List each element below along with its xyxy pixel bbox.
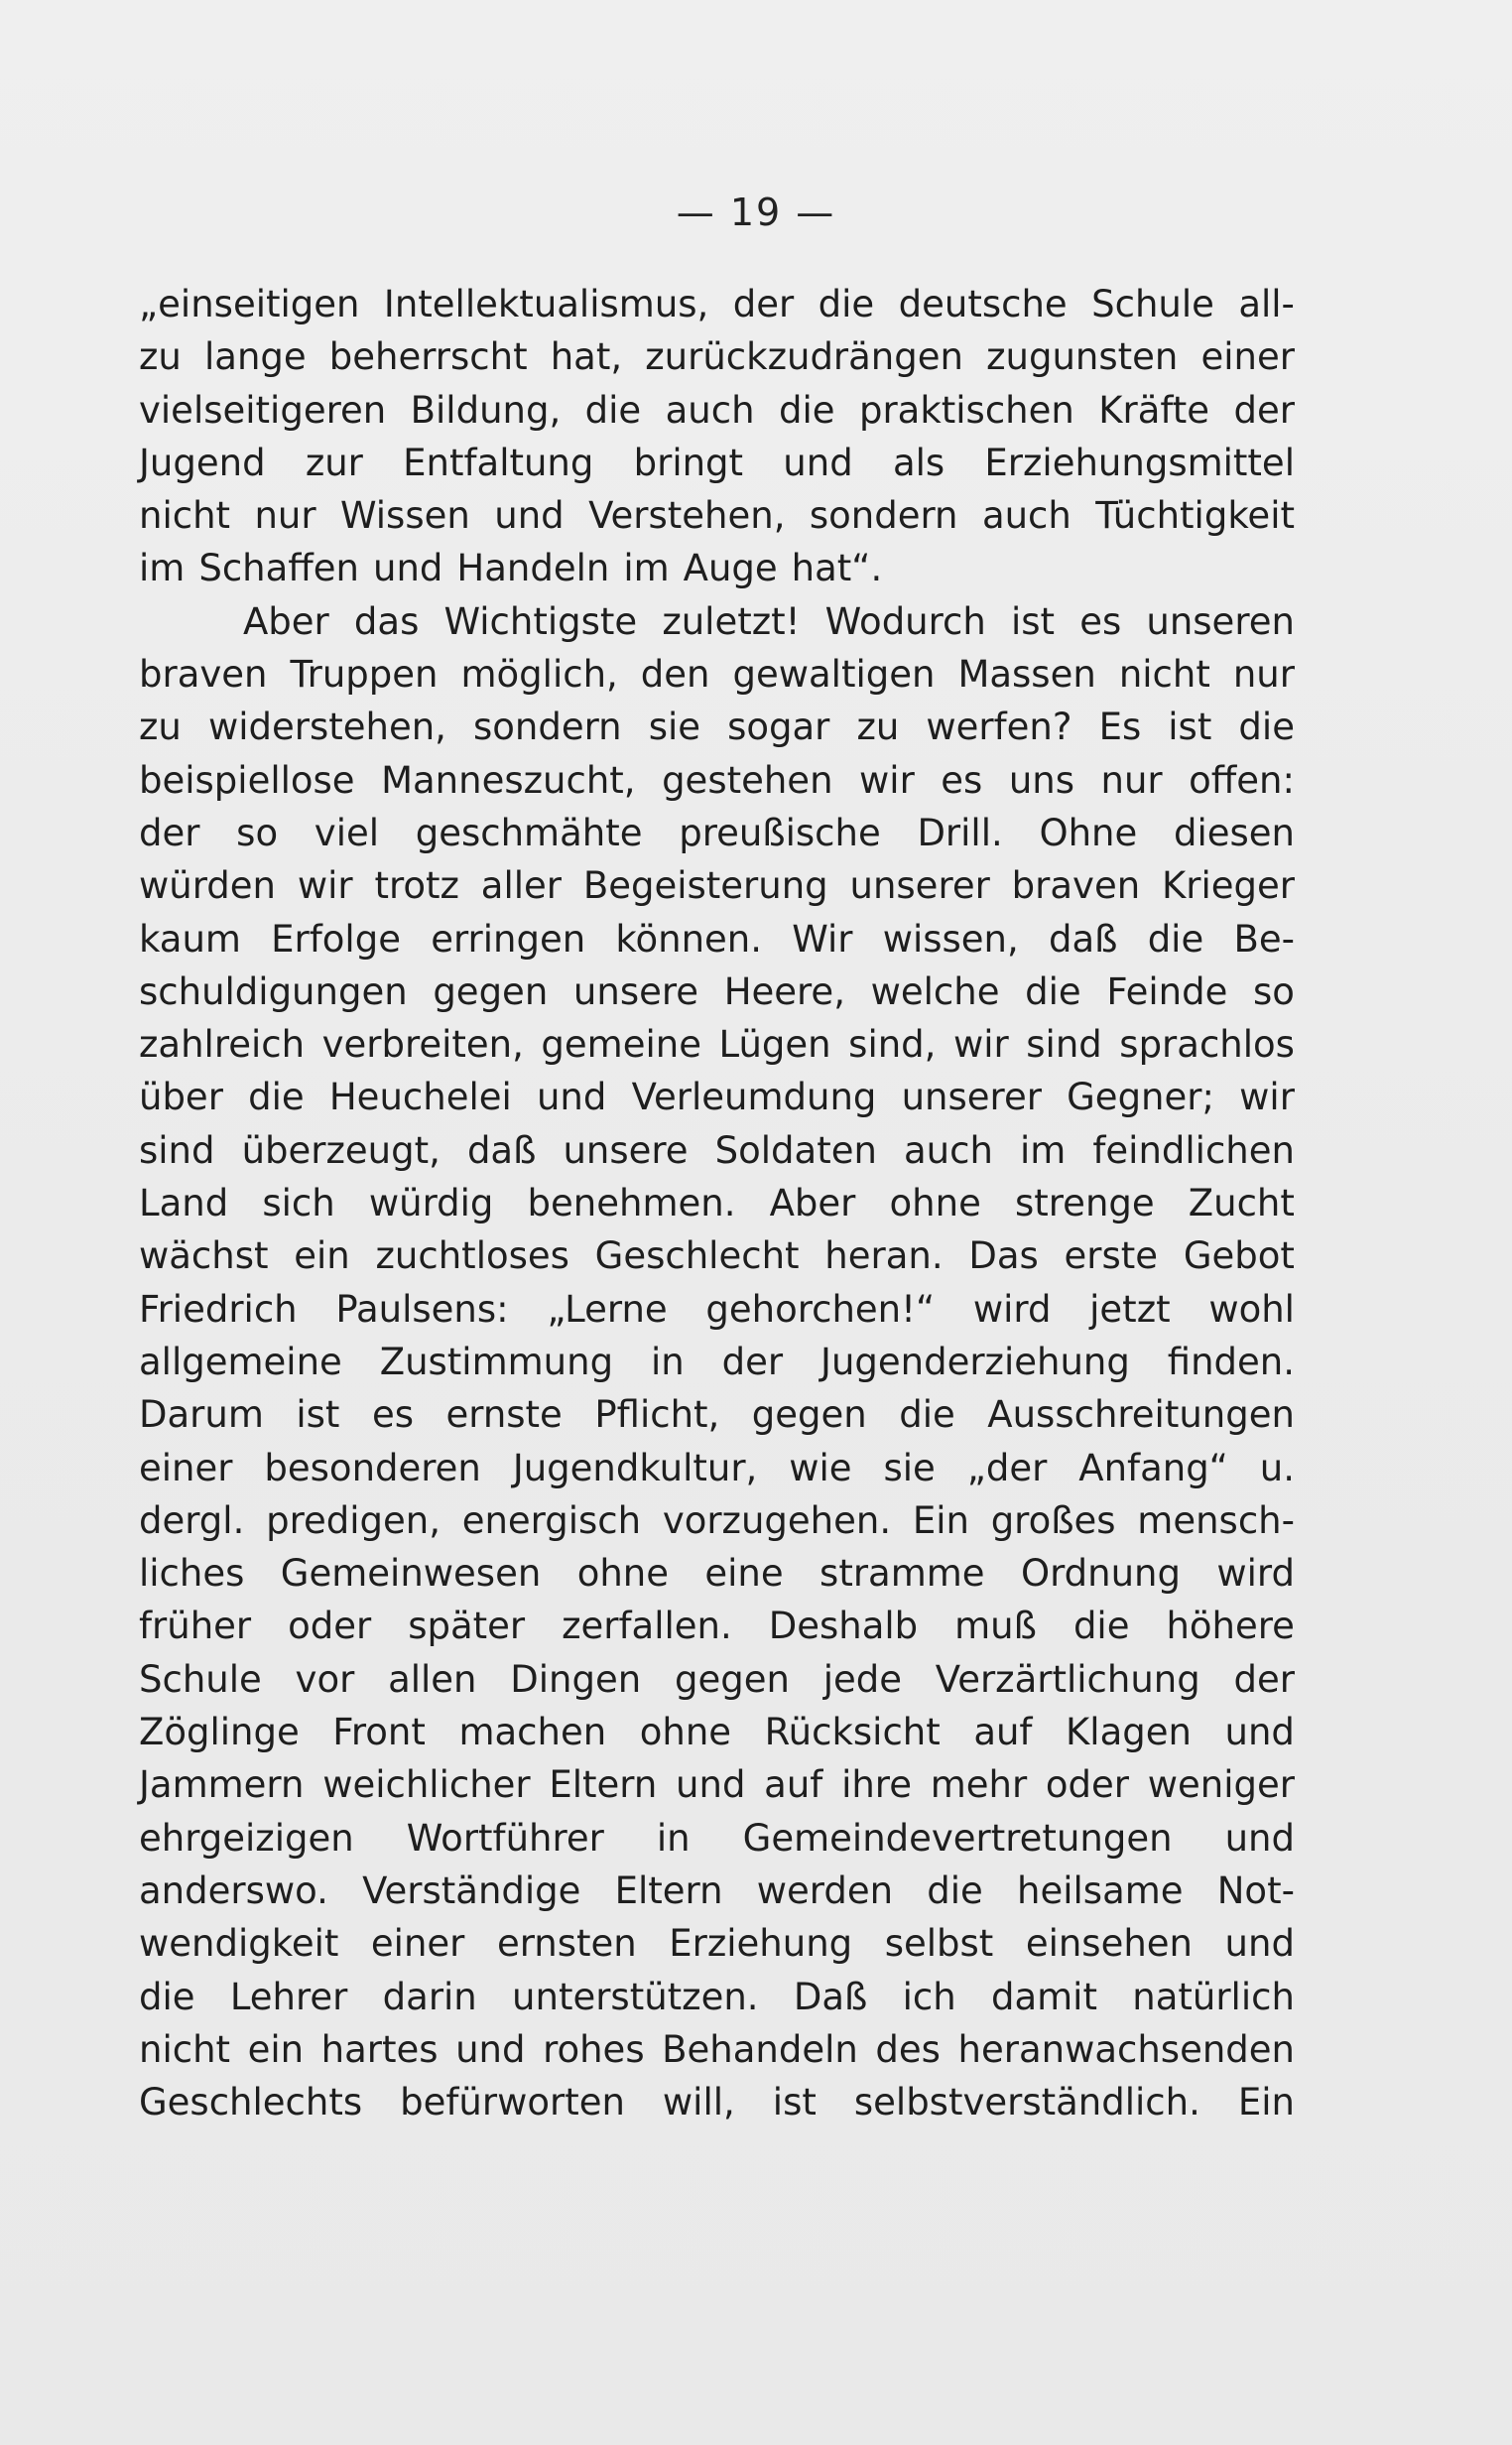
- text-line: vielseitigeren Bildung, die auch die praktischen Kräfte der: [139, 388, 1295, 432]
- text-line: die Lehrer darin unterstützen. Daß ich damit natürlich: [139, 1975, 1295, 2018]
- text-line: dergl. predigen, energisch vorzugehen. Ein großes mensch-: [139, 1498, 1295, 1542]
- text-line: Friedrich Paulsens: „Lerne gehorchen!“ wird jetzt wohl: [139, 1287, 1295, 1331]
- text-line: zu lange beherrscht hat, zurückzudrängen zugunsten einer: [139, 335, 1295, 379]
- text-line: im Schaffen und Handeln im Auge hat“.: [139, 547, 883, 590]
- text-line: der so viel geschmähte preußische Drill. Ohne diesen: [139, 811, 1295, 854]
- text-line: wendigkeit einer ernsten Erziehung selbst einsehen und: [139, 1922, 1295, 1966]
- text-line: nicht nur Wissen und Verstehen, sondern auch Tüchtigkeit: [139, 494, 1295, 538]
- text-line: Land sich würdig benehmen. Aber ohne strenge Zucht: [139, 1182, 1295, 1225]
- text-line: einer besonderen Jugendkultur, wie sie „der Anfang“ u.: [139, 1446, 1295, 1489]
- page-number: — 19 —: [676, 191, 836, 234]
- text-line: Darum ist es ernste Pflicht, gegen die Ausschreitungen: [139, 1393, 1295, 1437]
- text-line: würden wir trotz aller Begeisterung unserer braven Krieger: [139, 864, 1295, 908]
- text-line: allgemeine Zustimmung in der Jugenderziehung finden.: [139, 1340, 1295, 1383]
- body-text: [139, 278, 1295, 2128]
- text-line: liches Gemeinwesen ohne eine stramme Ordnung wird: [139, 1552, 1295, 1596]
- text-line: zu widerstehen, sondern sie sogar zu werfen? Es ist die: [139, 706, 1295, 749]
- text-line: kaum Erfolge erringen können. Wir wissen, daß die Be-: [139, 917, 1295, 961]
- text-line: „einseitigen Intellektualismus, der die deutsche Schule all-: [139, 283, 1295, 325]
- text-line: Zöglinge Front machen ohne Rücksicht auf Klagen und: [139, 1711, 1295, 1754]
- text-line: Jugend zur Entfaltung bringt und als Erziehungsmittel: [139, 441, 1295, 484]
- text-line: Geschlechts befürworten will, ist selbstverständlich. Ein: [139, 2081, 1295, 2124]
- text-line: nicht ein hartes und rohes Behandeln des heranwachsenden: [139, 2027, 1295, 2071]
- text-line: schuldigungen gegen unsere Heere, welche die Feinde so: [139, 969, 1295, 1013]
- text-line: über die Heuchelei und Verleumdung unserer Gegner; wir: [139, 1076, 1295, 1119]
- text-line: ehrgeizigen Wortführer in Gemeindevertretungen und: [139, 1816, 1295, 1860]
- text-line: anderswo. Verständige Eltern werden die heilsame Not-: [139, 1868, 1295, 1912]
- text-line: braven Truppen möglich, den gewaltigen Massen nicht nur: [139, 653, 1295, 697]
- text-line: sind überzeugt, daß unsere Soldaten auch im feindlichen: [139, 1128, 1295, 1172]
- text-line: Jammern weichlicher Eltern und auf ihre mehr oder weniger: [139, 1763, 1295, 1807]
- text-line: Schule vor allen Dingen gegen jede Verzärtlichung der: [139, 1657, 1295, 1701]
- text-line: beispiellose Manneszucht, gestehen wir es uns nur offen:: [139, 758, 1295, 802]
- text-line: wächst ein zuchtloses Geschlecht heran. Das erste Gebot: [139, 1234, 1295, 1278]
- text-line: Aber das Wichtigste zuletzt! Wodurch ist es unseren: [243, 599, 1295, 643]
- text-line: zahlreich verbreiten, gemeine Lügen sind, wir sind sprachlos: [139, 1023, 1295, 1067]
- text-line: früher oder später zerfallen. Deshalb muß die höhere: [139, 1605, 1295, 1648]
